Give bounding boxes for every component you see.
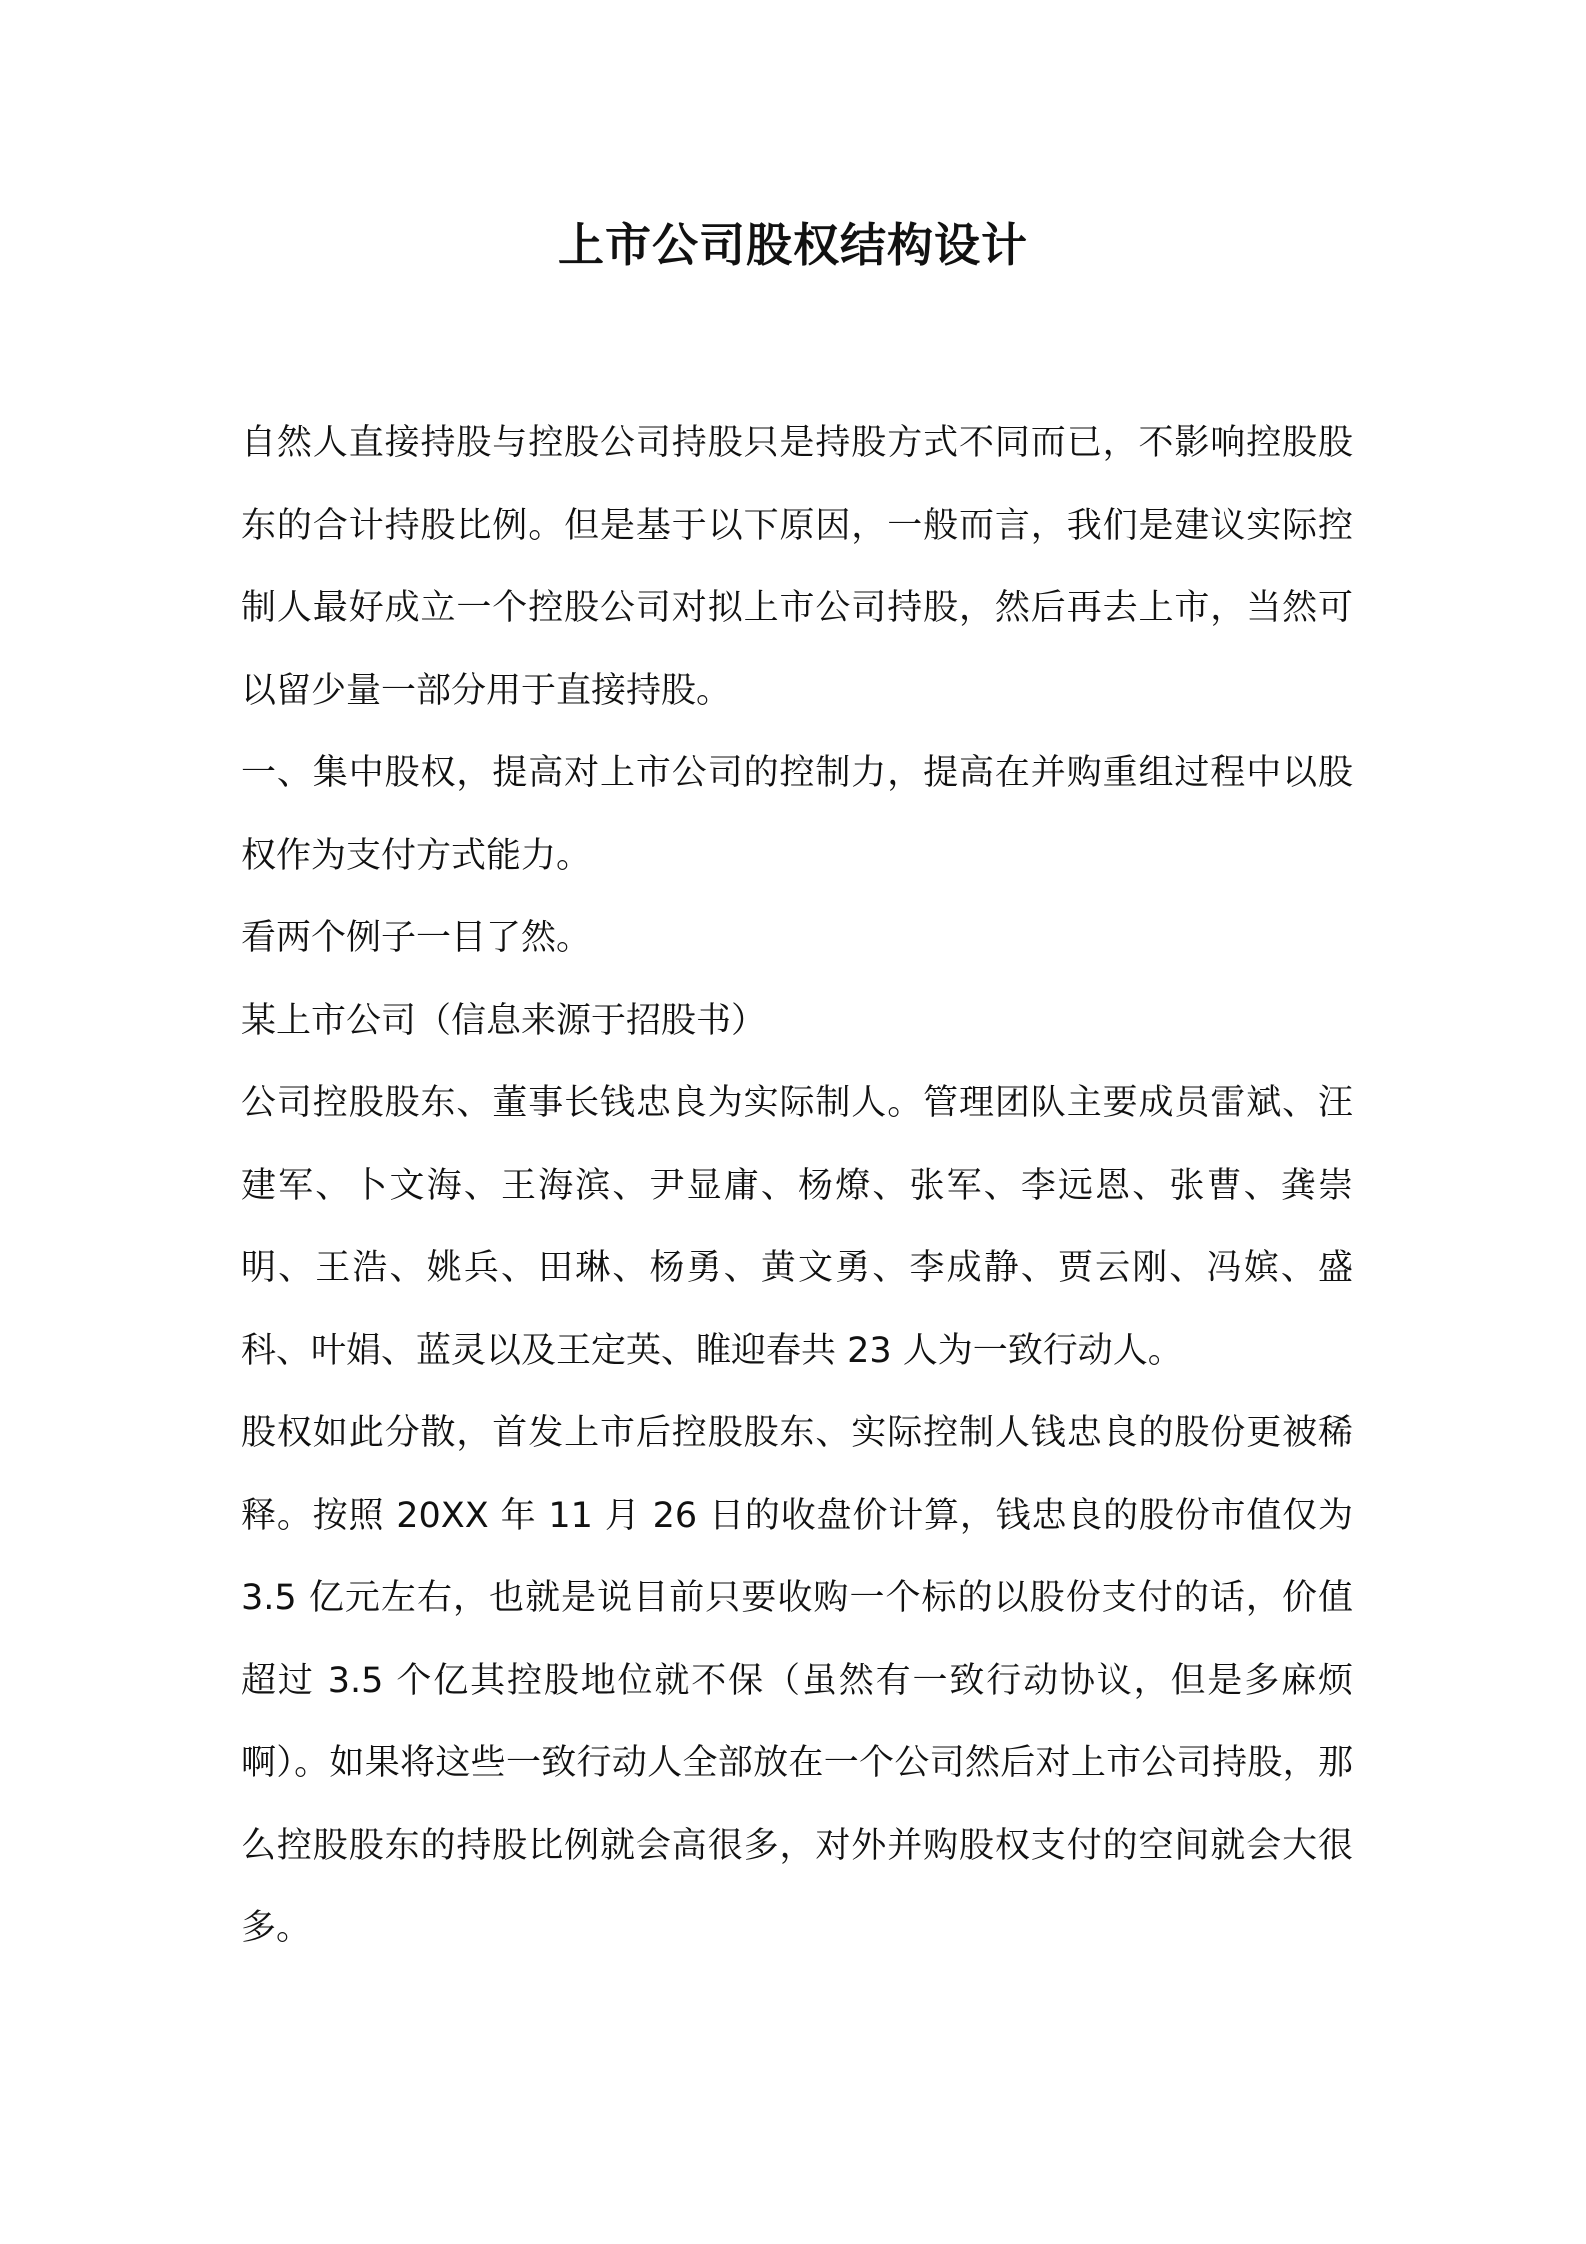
document-title: 上市公司股权结构设计 — [558, 218, 1028, 272]
paragraph-example-company: 某上市公司（信息来源于招股书） — [241, 1000, 767, 1041]
paragraph-intro: 自然人直接持股与控股公司持股只是持股方式不同而已，不影响控股股东的合计持股比例。但是基于以下原因，一般而言，我们是建议实际控制人最好成立一个控股公司对拟上市公司持股，然后再去上市，当然可以留少量一部分用于直接持股。 — [241, 423, 1353, 711]
paragraph-controlling-shareholders: 公司控股股东、董事长钱忠良为实际制人。管理团队主要成员雷斌、汪建军、卜文海、王海滨、尹显庸、杨燎、张军、李远恩、张曹、龚崇明、王浩、姚兵、田琳、杨勇、黄文勇、李成静、贾云刚、冯嫔、盛科、叶娟、蓝灵以及王定英、睢迎春共 23 人为一致行动人。 — [241, 1083, 1353, 1371]
paragraph-point-one: 一、集中股权，提高对上市公司的控制力，提高在并购重组过程中以股权作为支付方式能力。 — [241, 753, 1353, 876]
paragraph-example-lead: 看两个例子一目了然。 — [241, 918, 592, 958]
document-body — [241, 402, 1353, 1970]
paragraph-dilution-analysis: 股权如此分散，首发上市后控股股东、实际控制人钱忠良的股份更被稀释。按照 20XX 年 11 月 26 日的收盘价计算，钱忠良的股份市值仅为 3.5 亿元左右，也就是说目前只要收购一个标的以股份支付的话，价值超过 3.5 个亿其控股地位就不保（虽然有一致行动协议，但是多麻烦啊）。如果将这些一致行动人全部放在一个公司然后对上市公司持股，那么控股股东的持股比例就会高很多，对外并购股权支付的空间就会大很多。 — [241, 1413, 1353, 1948]
